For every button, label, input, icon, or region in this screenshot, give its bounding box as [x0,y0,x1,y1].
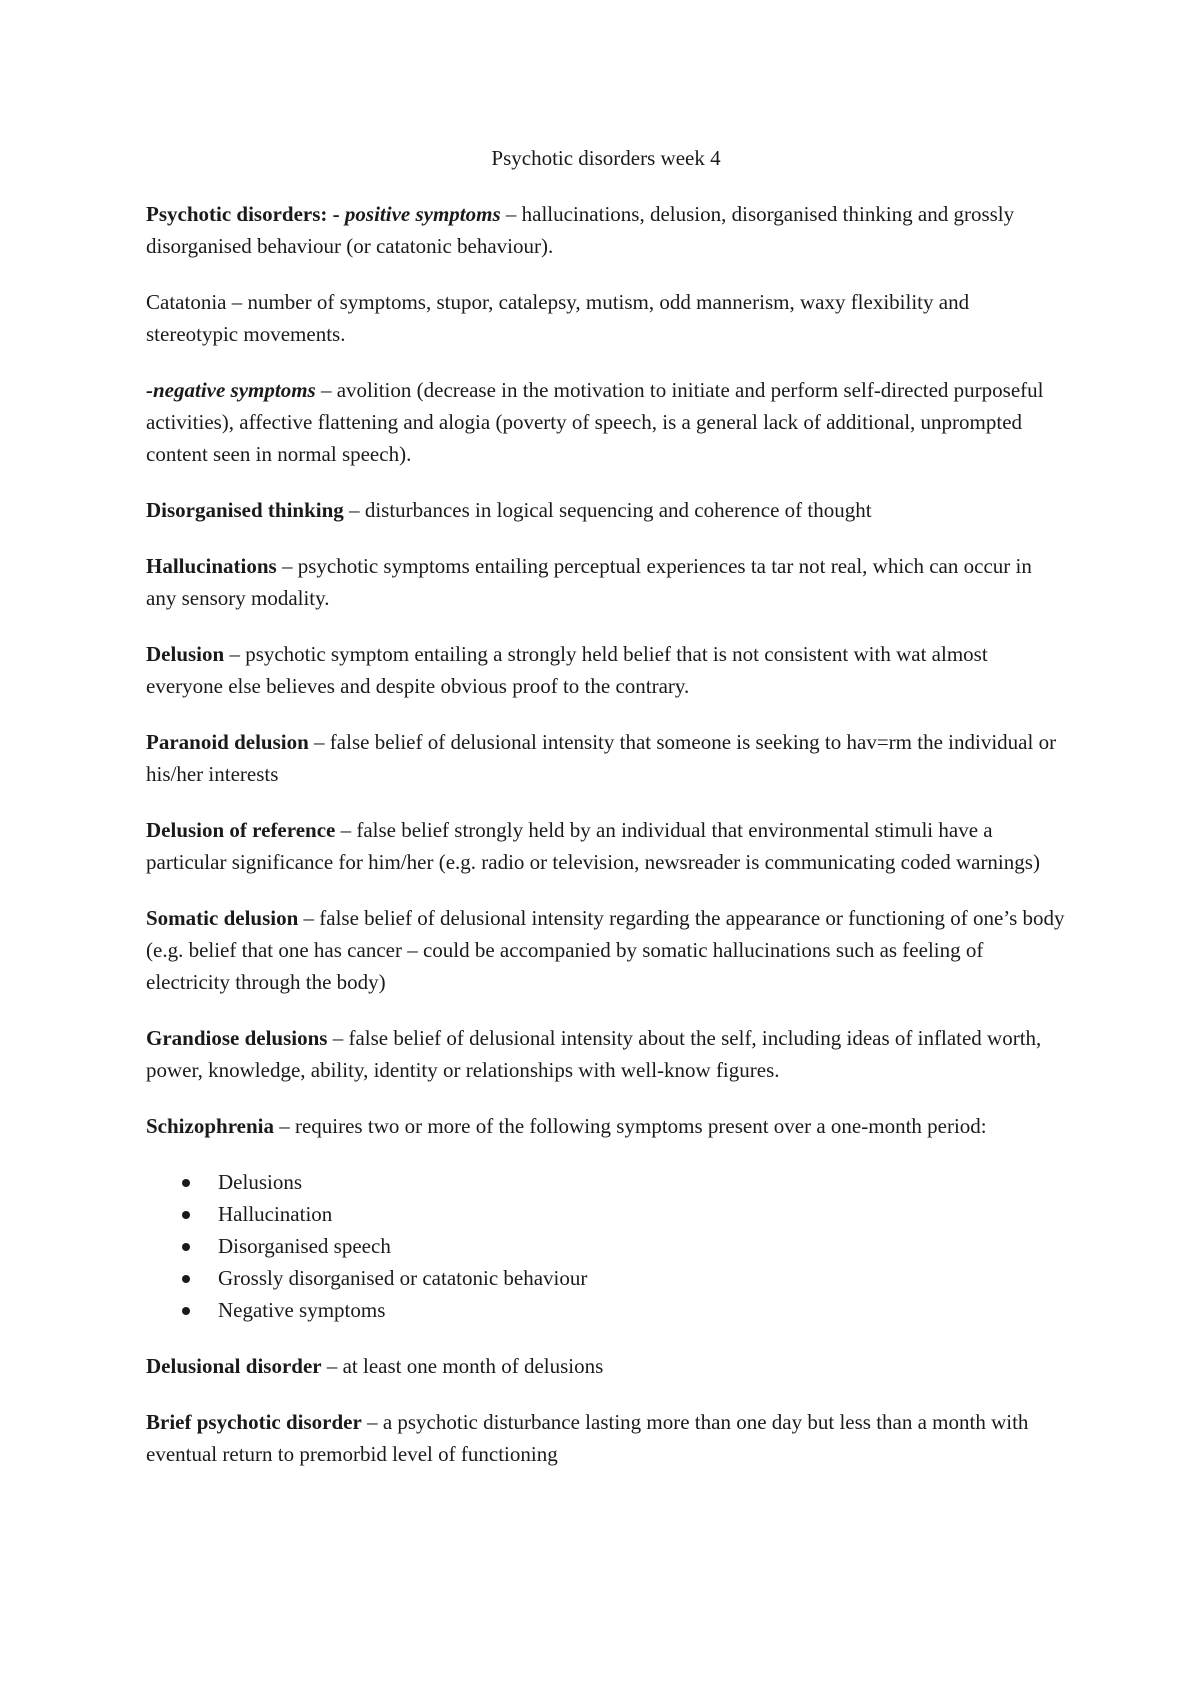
bullet-icon [182,1275,190,1283]
definition-text: – false belief strongly held by an individual that environmental stimuli have a particular significance for him/her (e.g. radio or television, newsreader is communicating coded warnings) [146,818,1040,874]
term-somatic-delusion: Somatic delusion [146,906,299,930]
paragraph-hallucinations [146,550,1066,614]
document-content [146,142,1066,1494]
definition-text: – false belief of delusional intensity that someone is seeking to hav=rm the individual or his/her interests [146,730,1057,786]
symptom-list [146,1166,1066,1326]
definition-text: – disturbances in logical sequencing and coherence of thought [343,498,872,522]
definition-text: – psychotic symptoms entailing perceptual experiences ta tar not real, which can occur in any sensory modality. [146,554,1032,610]
paragraph-schizophrenia [146,1110,1066,1142]
bullet-icon [182,1211,190,1219]
term-schizophrenia: Schizophrenia [146,1114,274,1138]
paragraph-psychotic-disorders [146,198,1066,262]
list-item-label: Disorganised speech [218,1234,391,1258]
bullet-icon [182,1307,190,1315]
definition-text: Catatonia – number of symptoms, stupor, catalepsy, mutism, odd mannerism, waxy flexibility and stereotypic movements. [146,290,970,346]
paragraph-catatonia [146,286,1066,350]
list-item [146,1198,1066,1230]
list-item-label: Delusions [218,1170,302,1194]
term-delusional-disorder: Delusional disorder [146,1354,322,1378]
list-item [146,1262,1066,1294]
list-item-label: Negative symptoms [218,1298,386,1322]
paragraph-paranoid-delusion [146,726,1066,790]
emphasis-negative-symptoms: -negative symptoms [146,378,316,402]
term-paranoid-delusion: Paranoid delusion [146,730,309,754]
list-item [146,1294,1066,1326]
paragraph-somatic-delusion [146,902,1066,998]
bullet-icon [182,1243,190,1251]
term-delusion-of-reference: Delusion of reference [146,818,336,842]
list-item [146,1166,1066,1198]
list-item-label: Hallucination [218,1202,333,1226]
definition-text: – at least one month of delusions [321,1354,604,1378]
definition-text: – a psychotic disturbance lasting more than one day but less than a month with eventual return to premorbid level of functioning [146,1410,1029,1466]
bullet-icon [182,1179,190,1187]
term-delusion: Delusion [146,642,225,666]
definition-text: – hallucinations, delusion, disorganised thinking and grossly disorganised behaviour (or catatonic behaviour). [146,202,1015,258]
document-title: Psychotic disorders week 4 [491,146,721,170]
paragraph-disorganised-thinking [146,494,1066,526]
term-psychotic-disorders: Psychotic disorders: [146,202,328,226]
paragraph-negative-symptoms [146,374,1066,470]
definition-text: – false belief of delusional intensity regarding the appearance or functioning of one’s body (e.g. belief that one has cancer – could be accompanied by somatic hallucinations such as feeling of electricity through the body) [146,906,1065,994]
term-grandiose-delusions: Grandiose delusions [146,1026,328,1050]
paragraph-delusion [146,638,1066,702]
paragraph-grandiose-delusions [146,1022,1066,1086]
list-item [146,1230,1066,1262]
term-hallucinations: Hallucinations [146,554,277,578]
term-disorganised-thinking: Disorganised thinking [146,498,344,522]
paragraph-delusion-of-reference [146,814,1066,878]
paragraph-brief-psychotic-disorder [146,1406,1066,1470]
definition-text: – requires two or more of the following symptoms present over a one-month period: [273,1114,987,1138]
emphasis-positive-symptoms: positive symptoms [344,202,501,226]
term-brief-psychotic-disorder: Brief psychotic disorder [146,1410,362,1434]
list-item-label: Grossly disorganised or catatonic behaviour [218,1266,588,1290]
definition-text: – avolition (decrease in the motivation to initiate and perform self-directed purposeful activities), affective flattening and alogia (poverty of speech, is a general lack of additional, unprompted content seen in normal speech). [146,378,1044,466]
definition-text: – false belief of delusional intensity about the self, including ideas of inflated worth, power, knowledge, ability, identity or relationships with well-know figures. [146,1026,1042,1082]
definition-text: – psychotic symptom entailing a strongly held belief that is not consistent with wat almost everyone else believes and despite obvious proof to the contrary. [146,642,988,698]
paragraph-delusional-disorder [146,1350,1066,1382]
dash-separator: - [327,202,345,226]
